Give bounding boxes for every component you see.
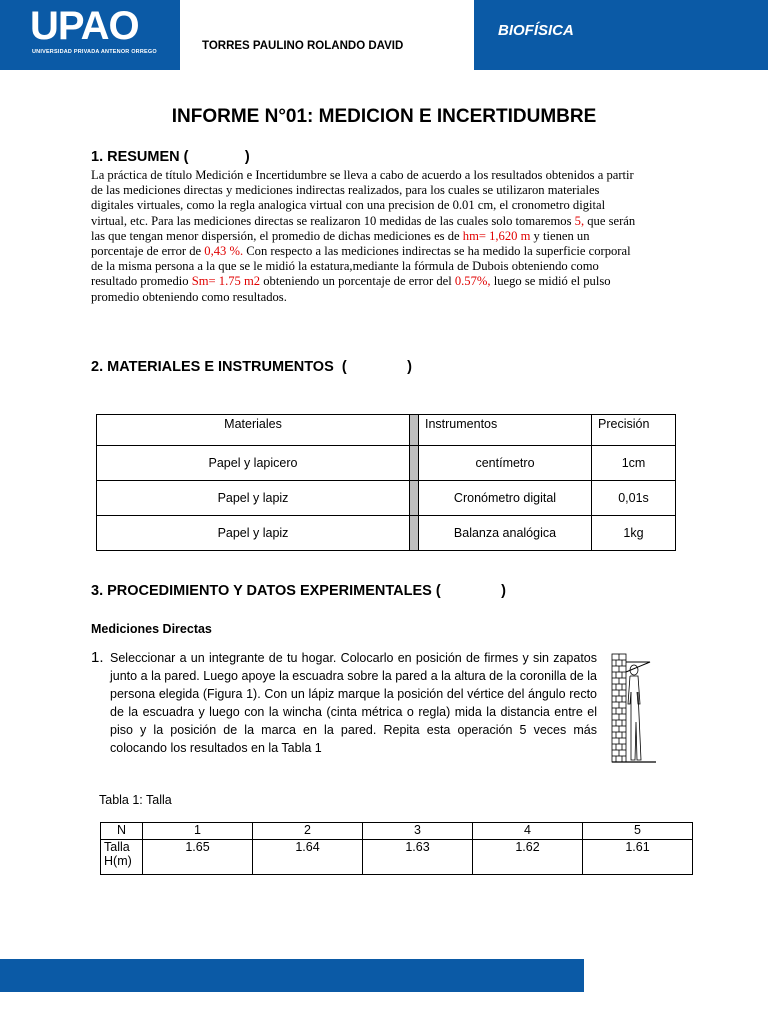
- header-cell: Precisión: [592, 415, 676, 446]
- abstract-highlight: Sm= 1.75 m2: [191, 274, 261, 289]
- abstract-highlight: 0,43 %.: [204, 244, 244, 259]
- header-cell: 2: [253, 823, 363, 840]
- header-cell: 5: [583, 823, 693, 840]
- procedure-step: [91, 649, 597, 757]
- materials-table: [96, 414, 676, 551]
- table-cell: Cronómetro digital: [419, 481, 592, 516]
- section-heading-resumen: 1. RESUMEN ( ): [91, 149, 250, 165]
- header-cell: Instrumentos: [419, 415, 592, 446]
- table-row: [101, 840, 693, 875]
- table-cell: Papel y lapiz: [97, 516, 410, 551]
- table-divider: [410, 446, 419, 481]
- step-text: Seleccionar a un integrante de tu hogar. Colocarlo en posición de firmes y sin zapatos junto a la pared. Luego apoye la escuadra sobre la pared a la altura de la coronilla de la persona elegida (Figura 1). Con un lápiz marque la posición del vértice del ángulo recto de la escuadra y luego con la wincha (cinta métrica o regla) mida la distancia entre el piso y la posición de la marca en la pared. Repita esta operación 5 veces más colocando los resultados en la Tabla 1: [110, 651, 597, 755]
- header-cell: 1: [143, 823, 253, 840]
- table-divider: [410, 516, 419, 551]
- table-row: [97, 481, 676, 516]
- table-divider: [410, 481, 419, 516]
- abstract-paragraph: [91, 168, 636, 305]
- abstract-highlight: hm= 1,620 m: [462, 228, 531, 243]
- report-title: INFORME N°01: MEDICION E INCERTIDUMBRE: [171, 106, 597, 127]
- header-cell: 4: [473, 823, 583, 840]
- abstract-text: y tienen un porcentaje de error de: [91, 228, 590, 259]
- abstract-text: obteniendo un porcentaje de error del: [260, 274, 455, 289]
- talla-table: [100, 822, 693, 875]
- table-header-row: [101, 823, 693, 840]
- table-header-row: [97, 415, 676, 446]
- table-row: [97, 516, 676, 551]
- table-cell: 1.62: [473, 840, 583, 875]
- header-band: [474, 0, 768, 70]
- height-measurement-figure-icon: [610, 652, 658, 764]
- table-cell: 0,01s: [592, 481, 676, 516]
- logo-text: UPAO: [30, 4, 139, 48]
- header-cell: N: [101, 823, 143, 840]
- table-row: [97, 446, 676, 481]
- logo-block: [0, 0, 180, 70]
- table-cell: centímetro: [419, 446, 592, 481]
- table-cell: 1.64: [253, 840, 363, 875]
- abstract-text: La práctica de título Medición e Incertidumbre se lleva a cabo de acuerdo a los resultados obtenidos a partir de las mediciones directas y mediciones indirectas realizados, para los cuales se utilizaron materiales digitales virtuales, como la regla analogica virtual con una precision de 0.01 cm, el cronometro digital virtual, etc. Para las mediciones directas se realizaron 10 medidas de las cuales solo tomaremos: [91, 168, 634, 228]
- logo-subtitle: UNIVERSIDAD PRIVADA ANTENOR ORREGO: [32, 49, 157, 55]
- footer-band: [0, 959, 584, 992]
- step-number: 1.: [91, 649, 104, 666]
- course-name: BIOFÍSICA: [498, 22, 574, 39]
- abstract-text: Con respecto a las mediciones indirectas se ha medido la superficie corporal de la misma persona a la que se le midió la estatura,mediante la fórmula de Dubois obteniendo como resultado promedio: [91, 244, 631, 289]
- table-caption: Tabla 1: Talla: [99, 793, 172, 807]
- table-cell: 1.61: [583, 840, 693, 875]
- author-name: TORRES PAULINO ROLANDO DAVID: [202, 40, 404, 52]
- abstract-highlight: 5,: [574, 213, 585, 228]
- header-cell: Materiales: [97, 415, 410, 446]
- table-cell: 1kg: [592, 516, 676, 551]
- row-label: Talla H(m): [101, 840, 143, 875]
- header-cell: 3: [363, 823, 473, 840]
- table-cell: Papel y lapicero: [97, 446, 410, 481]
- abstract-text: luego se midió el pulso promedio obteniendo como resultados.: [91, 274, 611, 304]
- table-cell: 1.63: [363, 840, 473, 875]
- abstract-text: que serán las que tengan menor dispersión, el promedio de dichas mediciones es de: [91, 213, 636, 243]
- table-cell: Papel y lapiz: [97, 481, 410, 516]
- table-cell: 1.65: [143, 840, 253, 875]
- abstract-highlight: 0.57%,: [454, 274, 491, 289]
- section-heading-procedimiento: 3. PROCEDIMIENTO Y DATOS EXPERIMENTALES ( ): [91, 583, 506, 599]
- table-cell: Balanza analógica: [419, 516, 592, 551]
- table-divider: [410, 415, 419, 446]
- table-cell: 1cm: [592, 446, 676, 481]
- subheading-mediciones-directas: Mediciones Directas: [91, 622, 212, 636]
- section-heading-materiales: 2. MATERIALES E INSTRUMENTOS ( ): [91, 359, 412, 375]
